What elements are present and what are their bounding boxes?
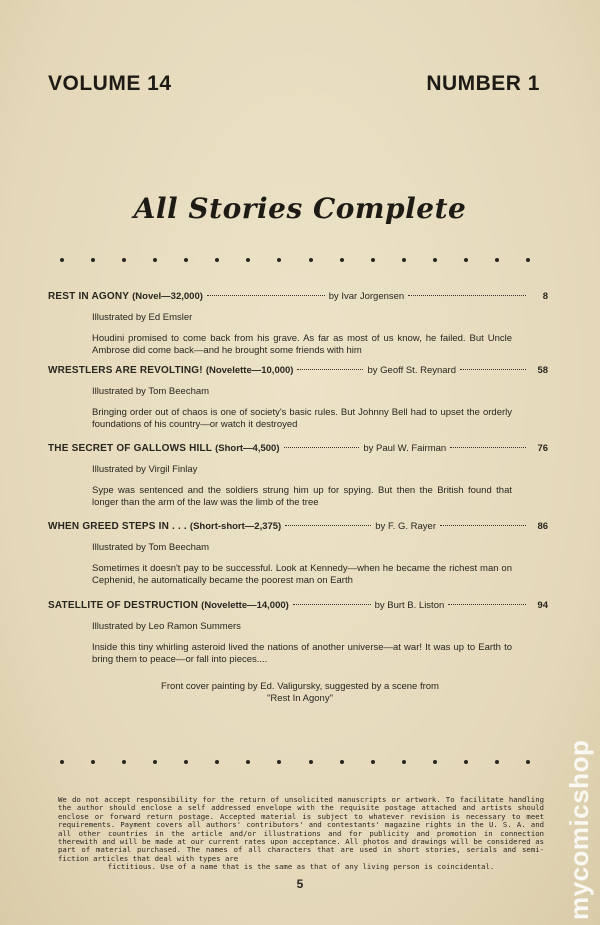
story-kind: (Short-short—2,375): [189, 521, 282, 532]
story-kind: (Novelette—10,000): [205, 365, 294, 376]
story-illustrator: Illustrated by Tom Beecham: [92, 542, 210, 553]
story-illustrator: Illustrated by Leo Ramon Summers: [92, 621, 241, 632]
dot-leader: [448, 604, 526, 605]
story-entry: [48, 521, 548, 586]
story-description: Sype was sentenced and the soldiers strung him up for spying. But then the British found that longer than the arm of the law was the limb of the tree: [92, 485, 512, 508]
dot-leader: [207, 295, 325, 296]
story-illustrator: Illustrated by Ed Emsler: [92, 312, 193, 323]
story-title[interactable]: WRESTLERS ARE REVOLTING!: [48, 365, 203, 376]
dot-leader: [460, 369, 526, 370]
story-author: by Geoff St. Reynard: [367, 365, 457, 376]
dot-leader: [440, 525, 526, 526]
fine-print-last-line: fictitious. Use of a name that is the same as that of any living person is coincidental.: [107, 862, 495, 872]
story-description: Bringing order out of chaos is one of society's basic rules. But Johnny Bell had to upset the orderly foundations of his country—or watch it destroyed: [92, 407, 512, 430]
story-author: by F. G. Rayer: [375, 521, 436, 532]
story-title[interactable]: REST IN AGONY: [48, 291, 130, 302]
story-page: 8: [542, 291, 549, 302]
dot-leader: [297, 369, 363, 370]
story-page: 86: [537, 521, 549, 532]
story-page: 58: [537, 365, 549, 376]
page-title: All Stories Complete: [133, 192, 467, 225]
story-kind: (Novelette—14,000): [201, 600, 289, 611]
story-page: 94: [537, 600, 548, 611]
watermark: [560, 690, 594, 920]
story-entry: [48, 291, 548, 356]
header: [48, 72, 540, 96]
story-page: 76: [537, 443, 549, 454]
story-illustrator: Illustrated by Virgil Finlay: [92, 464, 198, 475]
fine-print-body: We do not accept responsibility for the return of unsolicited manuscripts or artwork. To facilitate handling the author should enclose a self addressed envelope with the requisite postage attached and artists should enclose or forward return postage. Accepted material is subject to whatever revision is necessary to meet requirements. Payment covers all authors' contributors' and contestants' magazine rights in the U. S. A. and all other countries in the article and/or illustrations and for publicity and promotion in connection therewith and will be made at our current rates upon acceptance. All photos and drawings will be considered as part of material purchased. The names of all characters that are used in short stories, serials and semi-fiction articles that deal with types are: [58, 795, 544, 863]
story-kind: (Novel—32,000): [132, 291, 203, 302]
story-entry: [48, 365, 548, 430]
story-title[interactable]: SATELLITE OF DESTRUCTION: [48, 600, 199, 611]
dot-leader: [450, 447, 526, 448]
story-kind: (Short—4,500): [215, 443, 280, 454]
story-title[interactable]: THE SECRET OF GALLOWS HILL: [48, 443, 213, 454]
story-author: by Burt B. Liston: [374, 600, 445, 611]
story-entry: [48, 443, 548, 508]
dot-leader: [408, 295, 526, 296]
number-label: NUMBER 1: [426, 72, 540, 95]
cover-credit: Front cover painting by Ed. Valigursky, suggested by a scene from "Rest In Agony": [161, 681, 439, 704]
story-description: Inside this tiny whirling asteroid lived the nations of another universe—at war! It was up to Earth to bring them to peace—or fall into pieces....: [92, 642, 512, 665]
story-description: Sometimes it doesn't pay to be successful. Look at Kennedy—when he became the richest man on Cephenid, he automatically became the poorest man on Earth: [92, 563, 512, 586]
divider-dots-top: [60, 258, 530, 262]
dot-leader: [284, 447, 360, 448]
story-entry: [48, 600, 548, 665]
story-description: Houdini promised to come back from his grave. As far as most of us know, he failed. But Uncle Ambrose did come back—and he brought some friends with him: [92, 333, 512, 356]
story-illustrator: Illustrated by Tom Beecham: [92, 386, 210, 397]
divider-dots-bottom: [60, 760, 530, 764]
watermark-text: mycomicshop: [564, 739, 594, 920]
page-number: 5: [296, 877, 304, 891]
dot-leader: [285, 525, 371, 526]
fine-print: [58, 796, 544, 872]
story-author: by Ivar Jorgensen: [328, 291, 405, 302]
story-author: by Paul W. Fairman: [363, 443, 447, 454]
dot-leader: [293, 604, 371, 605]
volume-label: VOLUME 14: [48, 72, 172, 95]
story-title[interactable]: WHEN GREED STEPS IN . . .: [48, 521, 187, 532]
